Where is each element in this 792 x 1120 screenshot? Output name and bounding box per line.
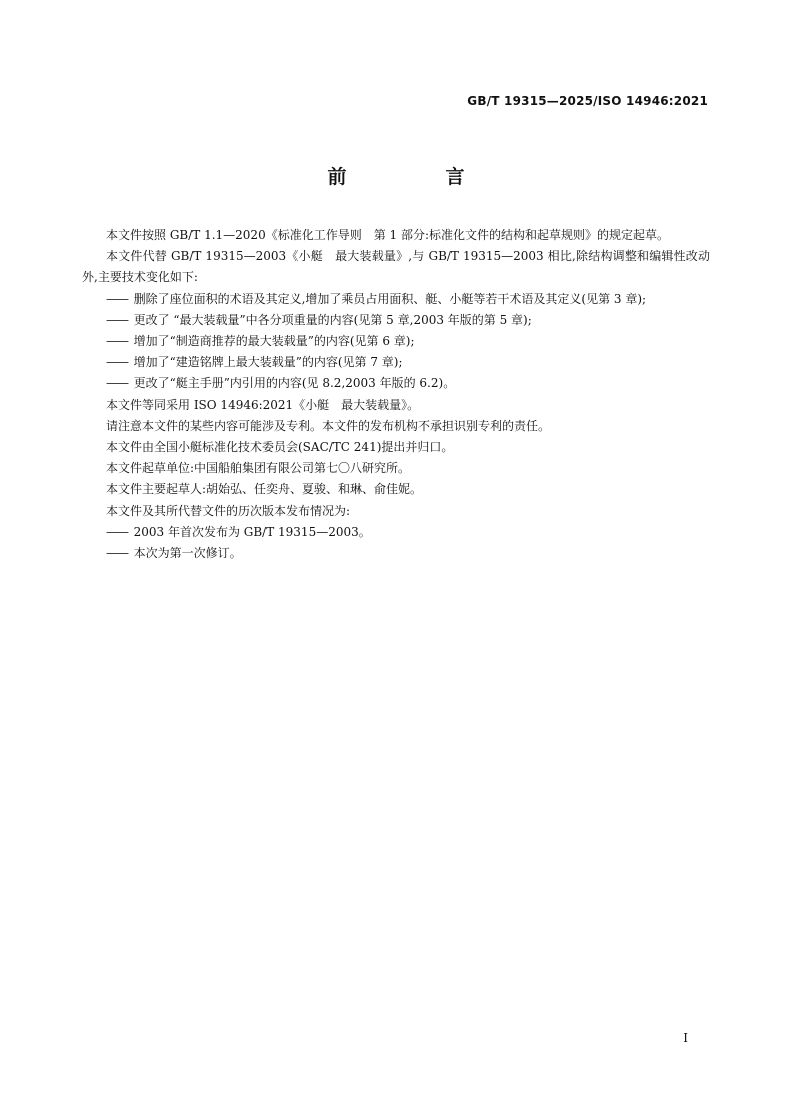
paragraph-proposer: 本文件由全国小艇标准化技术委员会(SAC/TC 241)提出并归口。 [106,440,454,455]
standard-code-header: GB/T 19315—2025/ISO 14946:2021 [467,94,708,108]
dash-marker: —— [106,376,128,391]
history-item-text: 2003 年首次发布为 GB/T 19315—2003。 [133,524,371,539]
change-item-text: 增加了“建造铭牌上最大装载量”的内容(见第 7 章); [133,355,403,370]
paragraph-drafters: 本文件主要起草人:胡始弘、任奕舟、夏骏、和琳、俞佳妮。 [106,482,423,497]
dash-marker: —— [106,355,128,370]
dash-marker: —— [106,524,128,539]
dash-marker: —— [106,312,128,327]
paragraph-drafting-organization: 本文件起草单位:中国船舶集团有限公司第七〇八研究所。 [106,461,411,476]
paragraph-replacement: 本文件代替 GB/T 19315—2003《小艇 最大装载量》,与 GB/T 19315—2003 相比,除结构调整和编辑性改动外,主要技术变化如下: [82,249,710,285]
dash-marker: —— [106,334,128,349]
change-item [106,289,710,310]
change-item-text: 更改了“艇主手册”内引用的内容(见 8.2,2003 年版的 6.2)。 [133,376,456,391]
change-item-text: 更改了 “最大装载量”中各分项重量的内容(见第 5 章,2003 年版的第 5 章); [133,312,532,327]
dash-marker: —— [106,291,128,306]
change-item [106,310,710,331]
paragraph-drafting-rules: 本文件按照 GB/T 1.1—2020《标准化工作导则 第 1 部分:标准化文件的结构和起草规则》的规定起草。 [106,228,670,242]
history-item [106,543,710,564]
page-title: 前 言 [327,166,505,188]
change-item [106,373,710,394]
paragraph-patent-notice: 请注意本文件的某些内容可能涉及专利。本文件的发布机构不承担识别专利的责任。 [106,418,551,433]
page-number: I [683,1031,688,1045]
history-item [106,522,710,543]
change-item [106,352,710,373]
paragraph-equivalence: 本文件等同采用 ISO 14946:2021《小艇 最大装载量》。 [106,397,420,412]
paragraph-history-intro: 本文件及其所代替文件的历次版本发布情况为: [106,503,351,518]
foreword-body [82,225,710,564]
change-item-text: 增加了“制造商推荐的最大装载量”的内容(见第 6 章); [133,334,415,349]
change-item [106,331,710,352]
dash-marker: —— [106,546,128,561]
history-item-text: 本次为第一次修订。 [133,546,242,561]
change-item-text: 删除了座位面积的术语及其定义,增加了乘员占用面积、艇、小艇等若干术语及其定义(见第 3 章); [133,291,647,306]
